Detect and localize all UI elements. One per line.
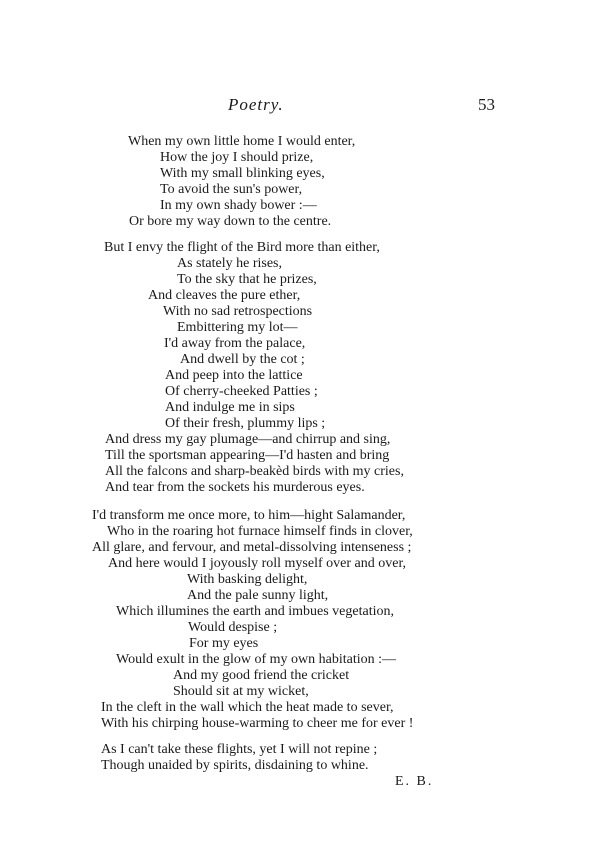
poem-line: I'd transform me once more, to him—hight Salamander, bbox=[92, 508, 406, 523]
poem-line: Who in the roaring hot furnace himself finds in clover, bbox=[107, 524, 413, 539]
poem-line: With basking delight, bbox=[187, 572, 308, 587]
section-title: Poetry. bbox=[228, 95, 284, 114]
poem-line: With his chirping house-warming to cheer me for ever ! bbox=[101, 716, 414, 731]
poem-line: Of their fresh, plummy lips ; bbox=[165, 416, 326, 431]
poem-line: But I envy the flight of the Bird more than either, bbox=[104, 240, 380, 255]
poem-line: And here would I joyously roll myself over and over, bbox=[108, 556, 407, 571]
poem-line: As stately he rises, bbox=[177, 256, 282, 271]
poem-line: And the pale sunny light, bbox=[187, 588, 329, 603]
poem-line: And dress my gay plumage—and chirrup and sing, bbox=[105, 432, 391, 447]
poem-line: When my own little home I would enter, bbox=[128, 134, 356, 149]
poem-line: With no sad retrospections bbox=[163, 304, 313, 319]
poem-line: And cleaves the pure ether, bbox=[148, 288, 301, 303]
poem-line: In the cleft in the wall which the heat made to sever, bbox=[101, 700, 394, 715]
poem-line: Till the sportsman appearing—I'd hasten and bring bbox=[105, 448, 390, 463]
poem-line: Of cherry-cheeked Patties ; bbox=[165, 384, 318, 399]
poem-line: How the joy I should prize, bbox=[160, 150, 314, 165]
poem-line: Or bore my way down to the centre. bbox=[129, 214, 332, 229]
poem-line: All the falcons and sharp-beakèd birds with my cries, bbox=[105, 464, 404, 479]
poem-line: With my small blinking eyes, bbox=[160, 166, 325, 181]
running-head bbox=[0, 95, 594, 119]
page-number: 53 bbox=[478, 95, 495, 114]
poem-line: Embittering my lot— bbox=[177, 320, 298, 335]
poem-line: I'd away from the palace, bbox=[164, 336, 306, 351]
poem-line: Would despise ; bbox=[188, 620, 278, 635]
poem-line: Though unaided by spirits, disdaining to whine. bbox=[101, 758, 369, 773]
poem-line: And peep into the lattice bbox=[165, 368, 303, 383]
poem-line: And tear from the sockets his murderous eyes. bbox=[105, 480, 365, 495]
poem-line: To avoid the sun's power, bbox=[160, 182, 303, 197]
poem-line: And my good friend the cricket bbox=[173, 668, 350, 683]
poem-line: Should sit at my wicket, bbox=[173, 684, 309, 699]
poem-line: In my own shady bower :— bbox=[160, 198, 317, 213]
poem-line: As I can't take these flights, yet I will not repine ; bbox=[101, 742, 378, 757]
poem-line: Which illumines the earth and imbues vegetation, bbox=[116, 604, 394, 619]
poem-line: And dwell by the cot ; bbox=[180, 352, 305, 367]
poem-line: For my eyes bbox=[189, 636, 259, 651]
poem-line: To the sky that he prizes, bbox=[177, 272, 317, 287]
poem-line: Would exult in the glow of my own habitation :— bbox=[116, 652, 397, 667]
poem-line: All glare, and fervour, and metal-dissolving intenseness ; bbox=[92, 540, 412, 555]
poem-line: And indulge me in sips bbox=[165, 400, 295, 415]
author-signature: E. B. bbox=[395, 774, 434, 789]
